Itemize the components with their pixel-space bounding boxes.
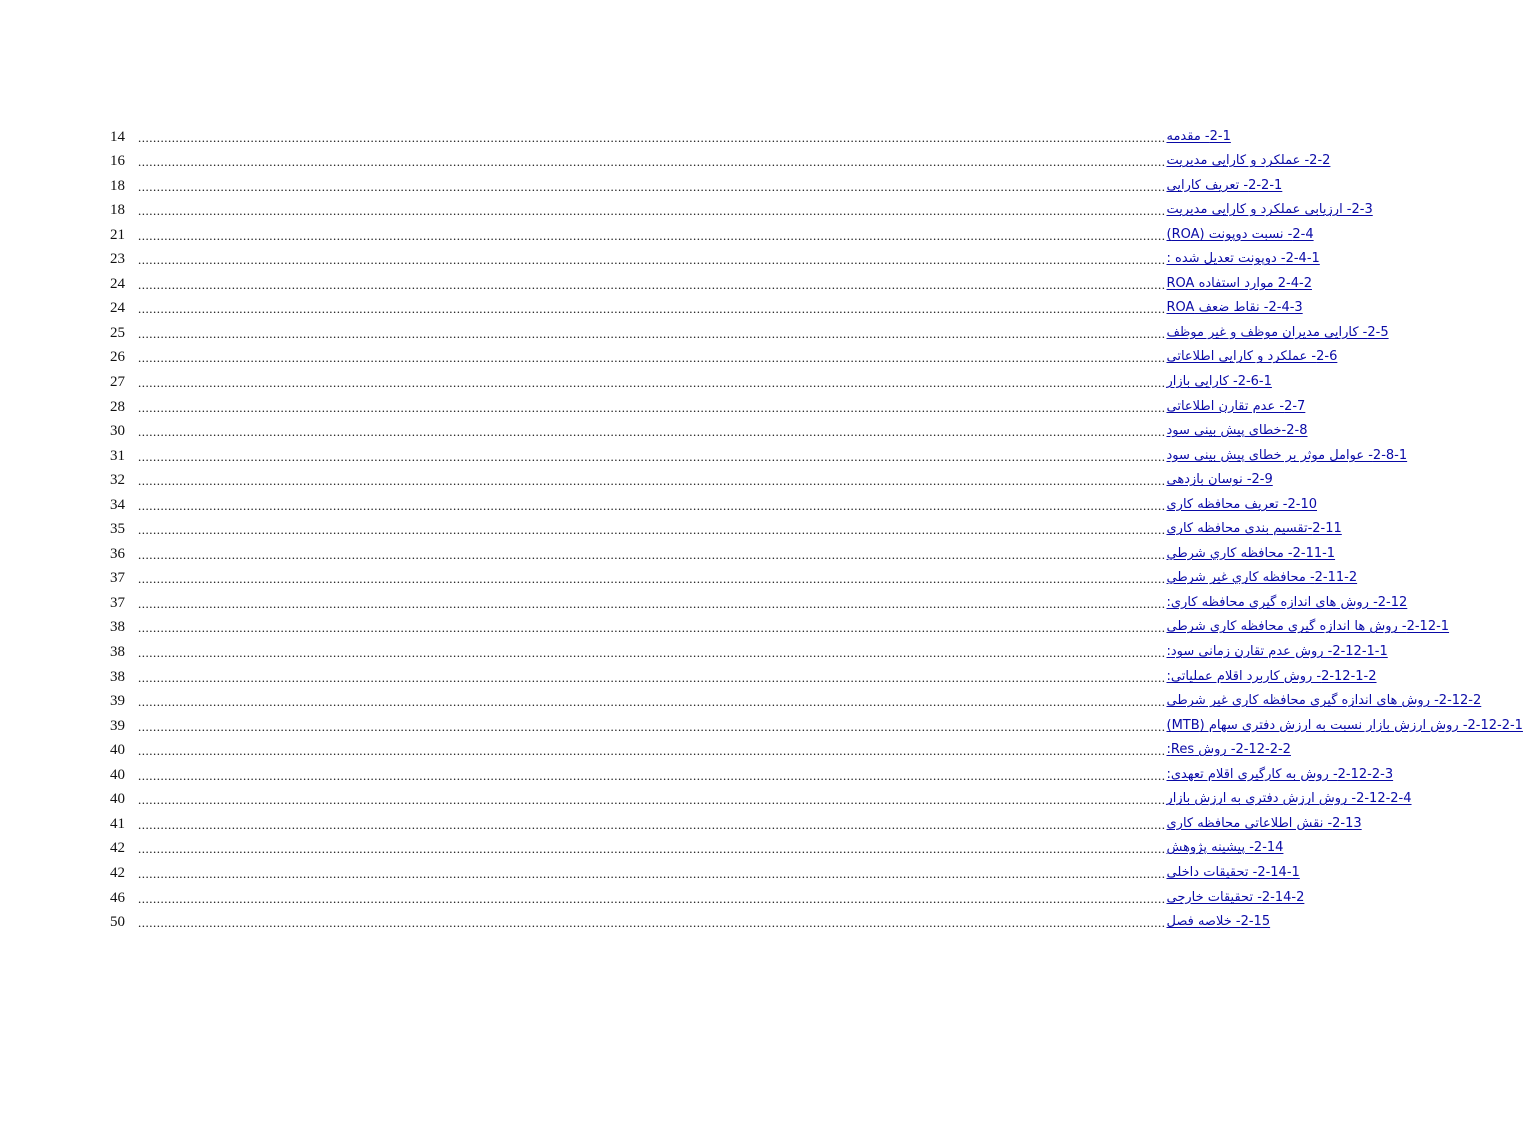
toc-dot-leader: .................................................................................................................................................................................................................................................................................. <box>138 669 1166 685</box>
toc-page-number: 28 <box>110 398 125 415</box>
toc-page-number: 38 <box>110 619 125 636</box>
toc-dot-leader: .................................................................................................................................................................................................................................................................................. <box>138 816 1166 832</box>
toc-dot-leader: .................................................................................................................................................................................................................................................................................. <box>138 522 1166 538</box>
toc-dot-leader: .................................................................................................................................................................................................................................................................................. <box>138 448 1166 464</box>
toc-entry-link[interactable]: 2-2- عملکرد و کارایی مدیریت <box>1166 153 1331 169</box>
toc-entry[interactable] <box>110 564 1358 589</box>
toc-dot-leader: .................................................................................................................................................................................................................................................................................. <box>138 571 1166 587</box>
toc-entry-link[interactable]: 2-7- عدم تقارن اطلاعاتی <box>1166 398 1306 414</box>
table-of-contents <box>110 122 1523 932</box>
toc-entry[interactable] <box>110 220 1314 245</box>
toc-entry[interactable] <box>110 539 1336 564</box>
toc-entry-link[interactable]: 2-5- کارایی مدیران موظف و غیر موظف <box>1166 324 1389 340</box>
toc-entry-link[interactable]: 2-8-خطای پیش بینی سود <box>1166 423 1308 439</box>
toc-entry[interactable] <box>110 588 1408 613</box>
toc-dot-leader: .................................................................................................................................................................................................................................................................................. <box>138 865 1166 881</box>
toc-entry[interactable] <box>110 196 1373 221</box>
toc-page-number: 41 <box>110 815 125 832</box>
toc-page-number: 30 <box>110 423 125 440</box>
toc-dot-leader: .................................................................................................................................................................................................................................................................................. <box>138 301 1166 317</box>
toc-dot-leader: .................................................................................................................................................................................................................................................................................. <box>138 276 1166 292</box>
toc-entry[interactable] <box>110 785 1412 810</box>
toc-dot-leader: .................................................................................................................................................................................................................................................................................. <box>138 915 1166 931</box>
toc-dot-leader: .................................................................................................................................................................................................................................................................................. <box>138 227 1166 243</box>
toc-page-number: 39 <box>110 693 125 710</box>
toc-entry[interactable] <box>110 147 1331 172</box>
toc-entry[interactable] <box>110 269 1312 294</box>
toc-entry-link[interactable]: 2-6-1- کارایی بازار <box>1166 374 1272 390</box>
toc-entry[interactable] <box>110 736 1291 761</box>
toc-page-number: 39 <box>110 717 125 734</box>
toc-dot-leader: .................................................................................................................................................................................................................................................................................. <box>138 792 1166 808</box>
toc-dot-leader: .................................................................................................................................................................................................................................................................................. <box>138 325 1166 341</box>
toc-dot-leader: .................................................................................................................................................................................................................................................................................. <box>138 694 1166 710</box>
toc-page-number: 16 <box>110 153 125 170</box>
toc-entry[interactable] <box>110 613 1450 638</box>
toc-entry-link[interactable]: 2-12-2-2- روش Res: <box>1166 742 1291 758</box>
toc-entry[interactable] <box>110 122 1231 147</box>
toc-page-number: 24 <box>110 275 125 292</box>
toc-page-number: 50 <box>110 914 125 931</box>
toc-entry[interactable] <box>110 515 1342 540</box>
toc-page-number: 40 <box>110 791 125 808</box>
toc-page-number: 37 <box>110 570 125 587</box>
toc-entry-link[interactable]: 2-3- ارزیابی عملکرد و کارایی مدیریت <box>1166 202 1373 218</box>
toc-page-number: 40 <box>110 766 125 783</box>
toc-page-number: 32 <box>110 472 125 489</box>
toc-dot-leader: .................................................................................................................................................................................................................................................................................. <box>138 718 1166 734</box>
toc-page-number: 36 <box>110 545 125 562</box>
toc-page-number: 37 <box>110 594 125 611</box>
toc-entry-link[interactable]: 2-11-2- محافظه کاري غير شرطي <box>1166 570 1358 586</box>
toc-entry-link[interactable]: 2-12-1-2- روش کاربرد اقلام عملیاتی: <box>1166 668 1377 684</box>
toc-entry[interactable] <box>110 294 1303 319</box>
toc-dot-leader: .................................................................................................................................................................................................................................................................................. <box>138 178 1166 194</box>
toc-entry[interactable] <box>110 367 1272 392</box>
toc-entry-link[interactable]: 2-12-2-3- روش به کارگیری اقلام تعهدی: <box>1166 766 1394 782</box>
toc-entry[interactable] <box>110 245 1320 270</box>
toc-page-number: 42 <box>110 864 125 881</box>
toc-entry-link[interactable]: 2-12-2-1- روش ارزش بازار نسبت به ارزش دفتری سهام (MTB) <box>1166 717 1523 733</box>
toc-dot-leader: .................................................................................................................................................................................................................................................................................. <box>138 375 1166 391</box>
toc-entry-link[interactable]: 2-9- نوسان بازدهی <box>1166 472 1273 488</box>
toc-dot-leader: .................................................................................................................................................................................................................................................................................. <box>138 645 1166 661</box>
toc-entry[interactable] <box>110 711 1523 736</box>
toc-entry-link[interactable]: 2-13- نقش اطلاعاتی محافظه کاری <box>1166 815 1362 831</box>
toc-entry[interactable] <box>110 687 1482 712</box>
toc-entry-link[interactable]: 2-11-تقسیم بندی محافظه کاری <box>1166 521 1342 537</box>
toc-entry[interactable] <box>110 908 1271 933</box>
toc-entry-link[interactable]: 2-11-1- محافظه کاري شرطي <box>1166 545 1336 561</box>
toc-dot-leader: .................................................................................................................................................................................................................................................................................. <box>138 743 1166 759</box>
toc-entry-link[interactable]: 2-6- عملکرد و کارایی اطلاعاتی <box>1166 349 1338 365</box>
toc-entry-link[interactable]: 2-4-3- نقاط ضعف ROA <box>1166 300 1303 316</box>
toc-entry-link[interactable]: 2-10- تعریف محافظه کاری <box>1166 496 1318 512</box>
toc-entry[interactable] <box>110 343 1338 368</box>
toc-entry-link[interactable]: 2-4- نسبت دوپونت (ROA) <box>1166 226 1314 242</box>
toc-page-number: 14 <box>110 128 125 145</box>
toc-page-number: 23 <box>110 251 125 268</box>
toc-entry[interactable] <box>110 490 1318 515</box>
toc-entry[interactable] <box>110 637 1388 662</box>
toc-page-number: 38 <box>110 668 125 685</box>
toc-entry-link[interactable]: 2-14-1- تحقیقات داخلی <box>1166 864 1300 880</box>
toc-entry-link[interactable]: 2-12-2-4- روش ارزش دفتری به ارزش بازار <box>1166 791 1412 807</box>
toc-entry[interactable] <box>110 834 1284 859</box>
toc-entry-link[interactable]: 2-2-1- تعریف کارایی <box>1166 177 1283 193</box>
toc-page-number: 40 <box>110 742 125 759</box>
toc-page-number: 18 <box>110 202 125 219</box>
toc-entry-link[interactable]: 2-14- پیشینه پژوهش <box>1166 840 1284 856</box>
toc-page-number: 18 <box>110 177 125 194</box>
toc-dot-leader: .................................................................................................................................................................................................................................................................................. <box>138 767 1166 783</box>
toc-entry-link[interactable]: 2-14-2- تحقیقات خارجی <box>1166 889 1305 905</box>
toc-page-number: 46 <box>110 889 125 906</box>
toc-dot-leader: .................................................................................................................................................................................................................................................................................. <box>138 473 1166 489</box>
toc-entry[interactable] <box>110 760 1394 785</box>
toc-page-number: 26 <box>110 349 125 366</box>
toc-entry-link[interactable]: 2-12-1-1- روش عدم تقارن زمانی سود: <box>1166 644 1388 660</box>
toc-dot-leader: .................................................................................................................................................................................................................................................................................. <box>138 399 1166 415</box>
toc-page-number: 31 <box>110 447 125 464</box>
toc-entry-link[interactable]: 2-12-1- روش ها اندازه گیری محافظه کاری شرطی <box>1166 619 1450 635</box>
toc-page-number: 25 <box>110 324 125 341</box>
toc-page-number: 35 <box>110 521 125 538</box>
toc-entry[interactable] <box>110 441 1408 466</box>
toc-entry[interactable] <box>110 809 1362 834</box>
toc-entry-link[interactable]: 2-15- خلاصه فصل <box>1166 914 1271 930</box>
toc-entry[interactable] <box>110 662 1377 687</box>
toc-entry-link[interactable]: 2-1- مقدمه <box>1166 128 1231 144</box>
toc-entry-link[interactable]: 2-4-2 موارد استفاده ROA <box>1166 275 1312 291</box>
toc-page-number: 42 <box>110 840 125 857</box>
toc-dot-leader: .................................................................................................................................................................................................................................................................................. <box>138 129 1166 145</box>
toc-entry[interactable] <box>110 318 1389 343</box>
toc-entry[interactable] <box>110 417 1308 442</box>
toc-page-number: 38 <box>110 644 125 661</box>
toc-entry-link[interactable]: 2-12- روش های اندازه گیری محافظه کاری: <box>1166 594 1408 610</box>
toc-page-number: 34 <box>110 496 125 513</box>
toc-dot-leader: .................................................................................................................................................................................................................................................................................. <box>138 620 1166 636</box>
toc-dot-leader: .................................................................................................................................................................................................................................................................................. <box>138 497 1166 513</box>
toc-page-number: 27 <box>110 374 125 391</box>
toc-dot-leader: .................................................................................................................................................................................................................................................................................. <box>138 841 1166 857</box>
toc-dot-leader: .................................................................................................................................................................................................................................................................................. <box>138 595 1166 611</box>
toc-dot-leader: .................................................................................................................................................................................................................................................................................. <box>138 203 1166 219</box>
toc-dot-leader: .................................................................................................................................................................................................................................................................................. <box>138 350 1166 366</box>
toc-dot-leader: .................................................................................................................................................................................................................................................................................. <box>138 890 1166 906</box>
toc-entry[interactable] <box>110 466 1273 491</box>
toc-entry[interactable] <box>110 171 1283 196</box>
toc-dot-leader: .................................................................................................................................................................................................................................................................................. <box>138 546 1166 562</box>
toc-entry-link[interactable]: 2-8-1- عوامل موثر بر خطای پیش بینی سود <box>1166 447 1408 463</box>
toc-entry[interactable] <box>110 883 1305 908</box>
toc-dot-leader: .................................................................................................................................................................................................................................................................................. <box>138 252 1166 268</box>
toc-dot-leader: .................................................................................................................................................................................................................................................................................. <box>138 154 1166 170</box>
toc-dot-leader: .................................................................................................................................................................................................................................................................................. <box>138 424 1166 440</box>
toc-page-number: 24 <box>110 300 125 317</box>
toc-page-number: 21 <box>110 226 125 243</box>
toc-entry[interactable] <box>110 392 1306 417</box>
toc-entry-link[interactable]: 2-12-2- روش های اندازه گیری محافظه کاری غیر شرطی <box>1166 693 1482 709</box>
toc-entry-link[interactable]: 2-4-1- دوپونت تعدیل شده : <box>1166 251 1320 267</box>
toc-entry[interactable] <box>110 858 1300 883</box>
